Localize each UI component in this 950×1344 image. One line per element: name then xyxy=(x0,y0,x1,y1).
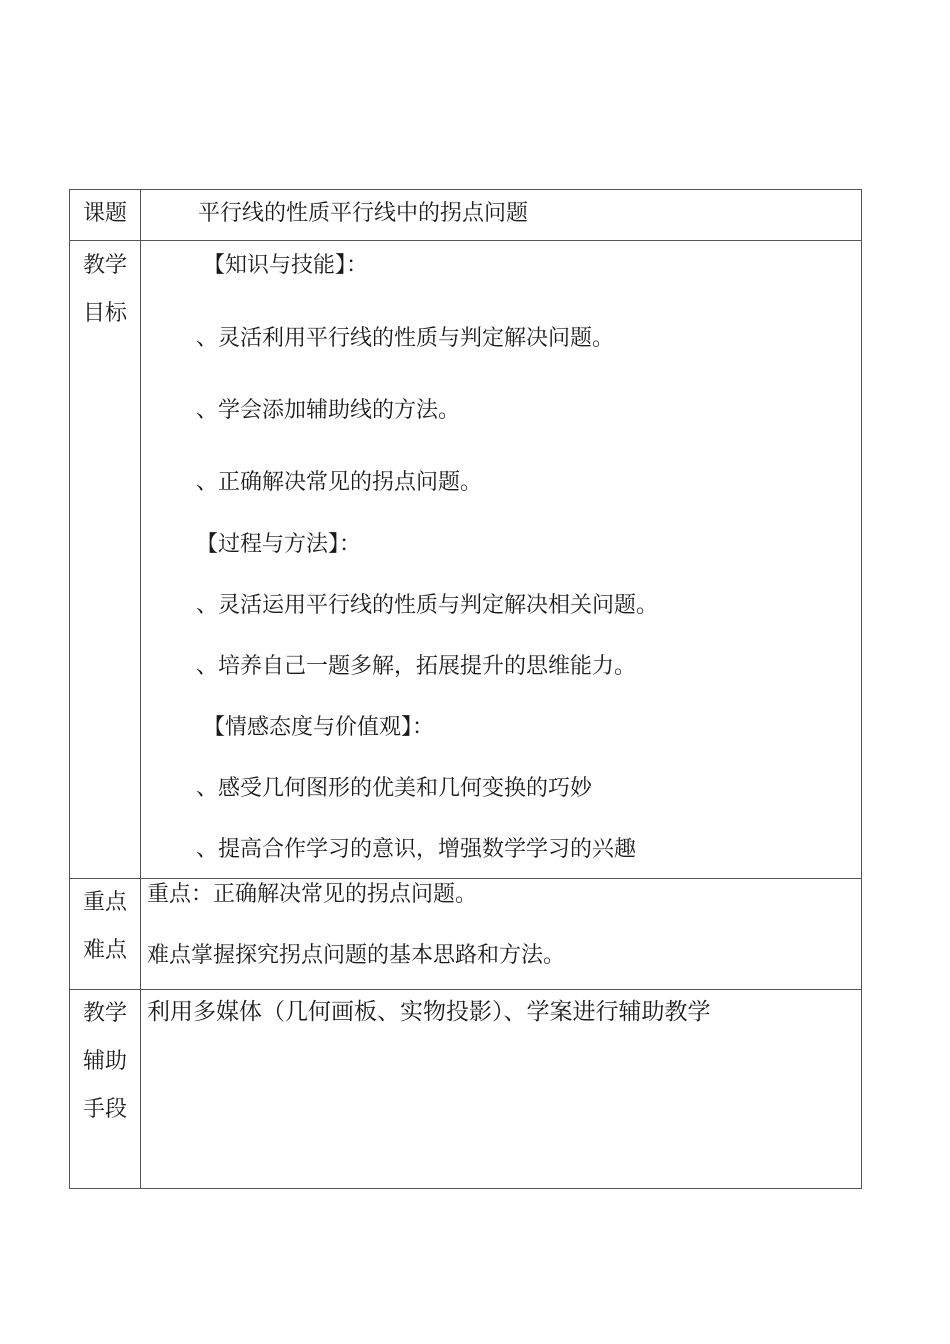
goal-item: 、提高合作学习的意识，增强数学学习的兴趣 xyxy=(196,837,637,862)
key-label-line: 重点 xyxy=(82,890,127,915)
aid-content-cell xyxy=(141,990,862,1189)
aid-label-cell xyxy=(70,990,141,1189)
key-points-row xyxy=(70,879,862,990)
goals-row xyxy=(70,241,862,879)
title-value-cell xyxy=(141,190,862,241)
aid-label-line: 手段 xyxy=(82,1097,127,1122)
section-heading-knowledge: 【知识与技能】： xyxy=(203,253,369,278)
teaching-aids-text: 利用多媒体（几何画板、实物投影）、学案进行辅助教学 xyxy=(147,999,711,1025)
title-label: 课题 xyxy=(82,201,127,226)
lesson-title: 平行线的性质平行线中的拐点问题 xyxy=(198,201,529,226)
section-heading-attitude: 【情感态度与价值观】： xyxy=(203,715,435,740)
goals-label-line: 目标 xyxy=(82,301,127,326)
goal-item: 、学会添加辅助线的方法。 xyxy=(196,398,461,423)
goals-content xyxy=(141,241,861,870)
title-label-cell xyxy=(70,190,141,241)
aid-label-line: 教学 xyxy=(82,1001,127,1026)
key-point-line: 重点：正确解决常见的拐点问题。 xyxy=(147,882,478,907)
goals-label-line: 教学 xyxy=(82,253,127,278)
teaching-aids-row xyxy=(70,990,862,1189)
goal-item: 、灵活利用平行线的性质与判定解决问题。 xyxy=(196,326,615,351)
goals-label-cell xyxy=(70,241,141,879)
difficulty-line: 难点掌握探究拐点问题的基本思路和方法。 xyxy=(147,943,566,968)
key-label-cell xyxy=(70,879,141,990)
lesson-plan-table xyxy=(69,189,862,1189)
goals-content-cell xyxy=(141,241,862,879)
key-label-line: 难点 xyxy=(82,938,127,963)
goal-item: 、正确解决常见的拐点问题。 xyxy=(196,470,483,495)
title-row xyxy=(70,190,862,241)
goal-item: 、培养自己一题多解，拓展提升的思维能力。 xyxy=(196,654,637,679)
goal-item: 、感受几何图形的优美和几何变换的巧妙 xyxy=(196,776,593,801)
aid-label-line: 辅助 xyxy=(82,1049,127,1074)
goal-item: 、灵活运用平行线的性质与判定解决相关问题。 xyxy=(196,593,659,618)
section-heading-process: 【过程与方法】： xyxy=(196,532,362,557)
key-content-cell xyxy=(141,879,862,990)
